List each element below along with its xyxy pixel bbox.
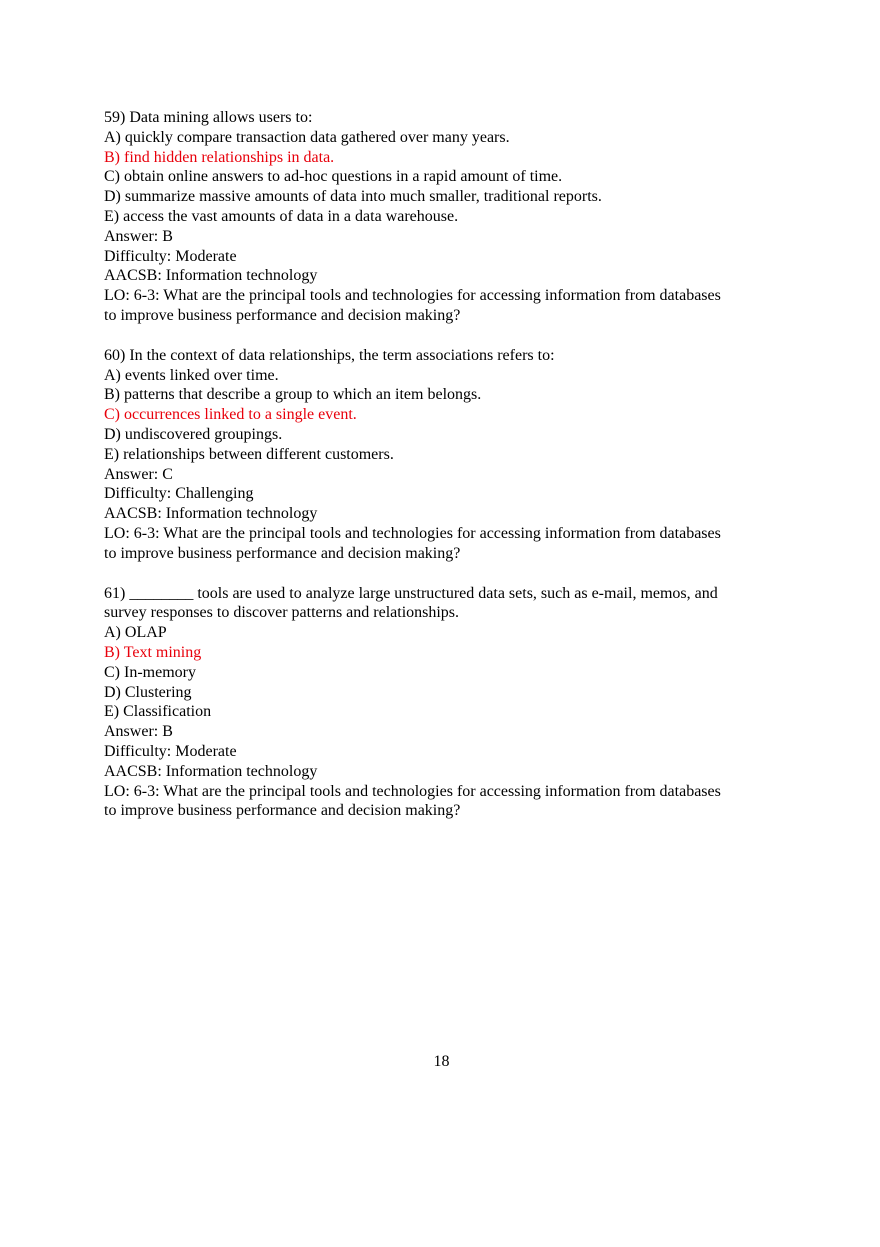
difficulty-line: Difficulty: Moderate [104, 247, 237, 265]
option-a: A) OLAP [104, 624, 167, 642]
question-stem-line-1: 61) ________ tools are used to analyze large unstructured data sets, such as e-mail, memos, and [104, 584, 718, 602]
option-e: E) relationships between different customers. [104, 445, 394, 463]
question-stem: 59) Data mining allows users to: [104, 109, 313, 126]
aacsb-line: AACSB: Information technology [104, 267, 318, 285]
option-e: E) access the vast amounts of data in a data warehouse. [104, 207, 459, 225]
difficulty-line: Difficulty: Challenging [104, 485, 254, 503]
option-e: E) Classification [104, 703, 212, 721]
page-number: 18 [433, 1053, 450, 1070]
option-a: A) events linked over time. [104, 366, 279, 384]
option-b-correct: B) Text mining [104, 643, 202, 661]
learning-objective-line-1: LO: 6-3: What are the principal tools and technologies for accessing information from databases [104, 782, 721, 800]
option-b-correct: B) find hidden relationships in data. [104, 148, 335, 166]
learning-objective-line-2: to improve business performance and decision making? [104, 306, 461, 324]
learning-objective-line-2: to improve business performance and decision making? [104, 544, 461, 562]
question-stem: 60) In the context of data relationships, the term associations refers to: [104, 346, 555, 364]
question-stem-line-2: survey responses to discover patterns and relationships. [104, 604, 460, 622]
question-59 [104, 108, 794, 326]
answer-line: Answer: C [104, 465, 173, 483]
aacsb-line: AACSB: Information technology [104, 505, 318, 523]
option-a: A) quickly compare transaction data gathered over many years. [104, 128, 510, 146]
learning-objective-line-1: LO: 6-3: What are the principal tools and technologies for accessing information from databases [104, 287, 721, 305]
question-60 [104, 346, 794, 564]
answer-line: Answer: B [104, 723, 173, 741]
option-d: D) summarize massive amounts of data into much smaller, traditional reports. [104, 188, 602, 206]
difficulty-line: Difficulty: Moderate [104, 742, 237, 760]
option-b: B) patterns that describe a group to which an item belongs. [104, 386, 482, 404]
aacsb-line: AACSB: Information technology [104, 762, 318, 780]
answer-line: Answer: B [104, 227, 173, 245]
question-61 [104, 584, 794, 822]
learning-objective-line-1: LO: 6-3: What are the principal tools and technologies for accessing information from databases [104, 524, 721, 542]
option-c-correct: C) occurrences linked to a single event. [104, 406, 357, 424]
option-d: D) Clustering [104, 683, 192, 701]
document-page [104, 108, 794, 821]
learning-objective-line-2: to improve business performance and decision making? [104, 802, 461, 820]
option-d: D) undiscovered groupings. [104, 425, 283, 443]
option-c: C) obtain online answers to ad-hoc questions in a rapid amount of time. [104, 168, 563, 186]
option-c: C) In-memory [104, 663, 196, 681]
